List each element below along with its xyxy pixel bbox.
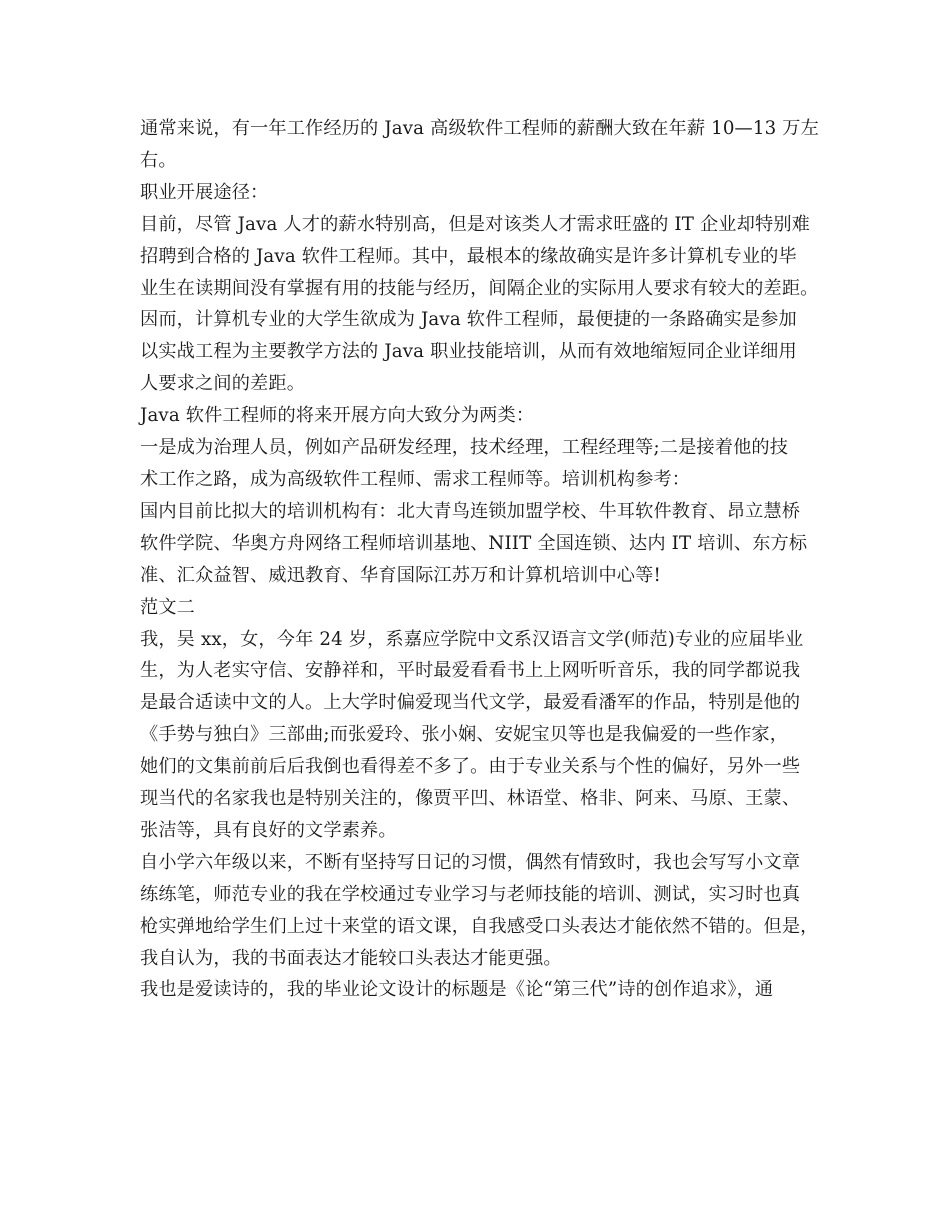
text-line: 以实战工程为主要教学方法的 Java 职业技能培训，从而有效地缩短同企业详细用 xyxy=(140,341,797,363)
text-line: 张洁等，具有良好的文学素养。 xyxy=(140,819,397,841)
text-line: 《手势与独白》三部曲;而张爱玲、张小娴、安妮宝贝等也是我偏爱的一些作家， xyxy=(140,724,789,746)
text-line: 软件学院、华奥方舟网络工程师培训基地、NIIT 全国连锁、达内 IT 培训、东方标 xyxy=(140,532,808,554)
text-line: 通常来说，有一年工作经历的 Java 高级软件工程师的薪酬大致在年薪 10—13 万左 xyxy=(140,118,819,139)
text-line: 术工作之路，成为高级软件工程师、需求工程师等。培训机构参考： xyxy=(140,468,691,490)
section-heading: 范文二 xyxy=(140,596,196,618)
text-line: 我也是爱读诗的，我的毕业论文设计的标题是《论“第三代”诗的创作追求》，通 xyxy=(140,979,774,1001)
text-line: 枪实弹地给学生们上过十来堂的语文课，自我感受口头表达才能依然不错的。但是， xyxy=(140,915,819,937)
text-line: 业生在读期间没有掌握有用的技能与经历，间隔企业的实际用人要求有较大的差距。 xyxy=(140,277,819,299)
text-line: 准、汇众益智、威迅教育、华育国际江苏万和计算机培训中心等! xyxy=(140,564,661,586)
section-heading: 职业开展途径： xyxy=(140,181,269,203)
document-body xyxy=(140,113,819,1006)
text-line: 现当代的名家我也是特别关注的，像贾平凹、林语堂、格非、阿来、马原、王蒙、 xyxy=(140,788,801,810)
text-line: 我自认为，我的书面表达才能较口头表达才能更强。 xyxy=(140,947,562,969)
text-line: 生，为人老实守信、安静祥和，平时最爱看看书上上网听听音乐，我的同学都说我 xyxy=(140,660,801,682)
text-line: 目前，尽管 Java 人才的薪水特别高，但是对该类人才需求旺盛的 IT 企业却特别难 xyxy=(140,213,810,235)
text-line: 因而，计算机专业的大学生欲成为 Java 软件工程师，最便捷的一条路确实是参加 xyxy=(140,309,797,331)
text-line: 是最合适读中文的人。上大学时偏爱现当代文学，最爱看潘军的作品，特别是他的 xyxy=(140,692,801,714)
text-line: 练练笔，师范专业的我在学校通过专业学习与老师技能的培训、测试，实习时也真 xyxy=(140,883,801,905)
text-line: 右。 xyxy=(140,149,177,171)
text-line: 人要求之间的差距。 xyxy=(140,373,306,395)
text-line: 一是成为治理人员，例如产品研发经理，技术经理，工程经理等;二是接着他的技 xyxy=(140,437,789,459)
text-line: 我，吴 xx，女，今年 24 岁，系嘉应学院中文系汉语言文学(师范)专业的应届毕业 xyxy=(140,628,804,650)
text-line: 招聘到合格的 Java 软件工程师。其中，最根本的缘故确实是许多计算机专业的毕 xyxy=(140,245,797,267)
text-line: 自小学六年级以来，不断有坚持写日记的习惯，偶然有情致时，我也会写写小文章 xyxy=(140,851,801,873)
text-line: Java 软件工程师的将来开展方向大致分为两类： xyxy=(140,405,535,427)
text-line: 国内目前比拟大的培训机构有：北大青鸟连锁加盟学校、牛耳软件教育、昂立慧桥 xyxy=(140,500,801,522)
text-line: 她们的文集前前后后我倒也看得差不多了。由于专业关系与个性的偏好，另外一些 xyxy=(140,756,801,778)
